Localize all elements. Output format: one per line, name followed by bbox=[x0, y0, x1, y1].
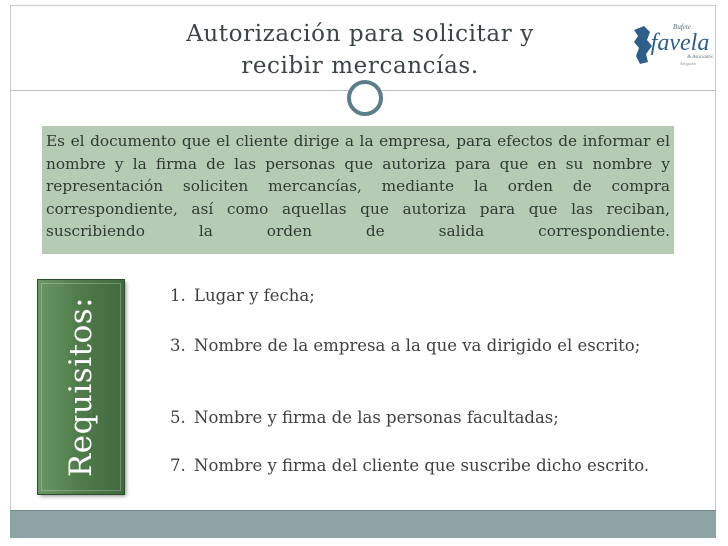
list-item-number: 7. bbox=[170, 456, 186, 475]
title-divider-right bbox=[382, 90, 716, 91]
title-line-1: Autorización para solicitar y bbox=[186, 21, 534, 47]
title-divider-left bbox=[10, 90, 354, 91]
definition-text: Es el documento que el cliente dirige a la empresa, para efectos de informar el nombre y la firma de las personas que autoriza para que en su nombre y representación soliciten mercancías, mediante la orden de compra correspondiente, así como aquellas que autoriza para que las reciban, suscribiendo la orden de salida correspondiente. bbox=[46, 132, 670, 240]
requirements-label: Requisitos: bbox=[63, 296, 99, 478]
list-item-number: 5. bbox=[170, 408, 186, 427]
footer-bar bbox=[10, 510, 716, 538]
list-item-text: Nombre y firma de las personas facultadas; bbox=[194, 408, 559, 427]
slide-title bbox=[150, 18, 570, 82]
list-item-number: 3. bbox=[170, 336, 186, 355]
logo-small-text: Bufete bbox=[673, 23, 691, 31]
list-item bbox=[170, 406, 656, 430]
list-item-text: Lugar y fecha; bbox=[194, 286, 315, 305]
logo-subtitle: Abogados bbox=[680, 61, 696, 66]
logo-brand-text: favela bbox=[650, 30, 710, 56]
list-item bbox=[170, 334, 656, 358]
list-item-text: Nombre de la empresa a la que va dirigido el escrito; bbox=[194, 336, 641, 355]
list-item-number: 1. bbox=[170, 286, 186, 305]
divider-ring-icon bbox=[347, 80, 383, 116]
list-item bbox=[170, 454, 656, 478]
list-item bbox=[170, 284, 656, 308]
logo-tagline: & Asociados bbox=[687, 55, 713, 60]
title-line-2: recibir mercancías. bbox=[241, 53, 479, 79]
definition-box bbox=[42, 126, 674, 254]
list-item-text: Nombre y firma del cliente que suscribe dicho escrito. bbox=[194, 456, 650, 475]
bufete-favela-logo bbox=[630, 20, 714, 68]
